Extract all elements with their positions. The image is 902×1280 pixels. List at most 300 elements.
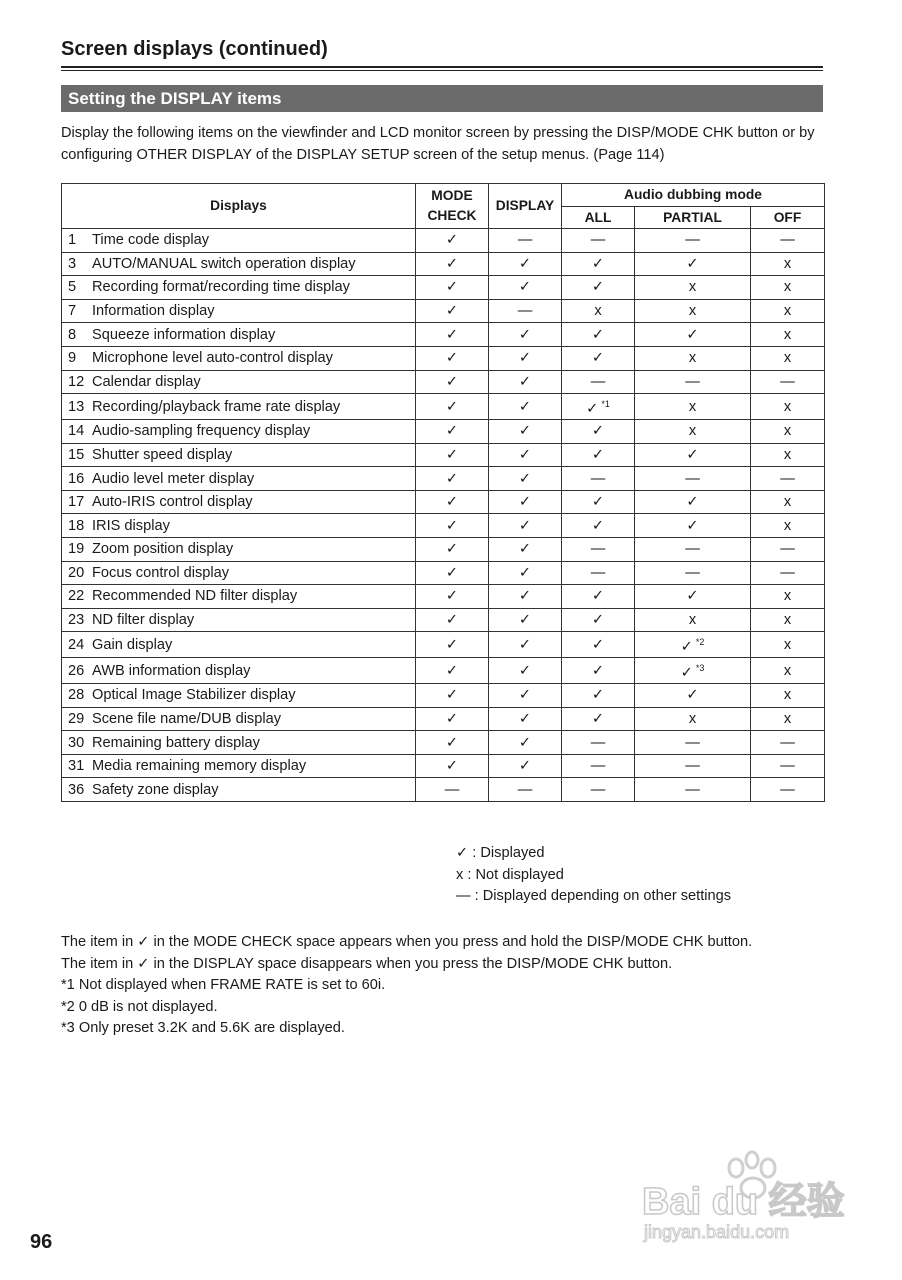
status-mark: ✓: [445, 588, 459, 605]
partial-cell: [635, 731, 751, 755]
legend-item: [456, 886, 731, 908]
status-mark: x: [688, 612, 697, 629]
partial-cell: [635, 229, 751, 253]
status-mark: ✓: [445, 303, 459, 320]
item-number: 19: [68, 541, 85, 558]
mode-check-cell: [416, 443, 489, 467]
status-mark: ✓: [591, 517, 605, 534]
item-number: 17: [68, 494, 85, 511]
partial-cell: [635, 608, 751, 632]
status-mark: ✓: [518, 279, 532, 296]
status-mark: x: [688, 350, 697, 367]
status-mark: ✓: [445, 687, 459, 704]
partial-cell: [635, 370, 751, 394]
item-label: Zoom position display: [92, 541, 234, 558]
display-item-name: [62, 323, 416, 347]
section-heading: Setting the DISPLAY items: [61, 85, 823, 112]
display-cell: [489, 443, 562, 467]
legend-symbol: ✓: [456, 845, 469, 861]
off-cell: [751, 346, 825, 370]
item-label: Audio-sampling frequency display: [92, 423, 311, 440]
status-mark: ✓: [518, 612, 532, 629]
display-cell: [489, 490, 562, 514]
table-row: [62, 684, 825, 708]
off-cell: [751, 323, 825, 347]
status-mark: —: [590, 373, 606, 390]
mode-check-cell: [416, 537, 489, 561]
table-row: [62, 537, 825, 561]
status-mark: ✓: [591, 326, 605, 343]
mode-check-cell: [416, 514, 489, 538]
all-cell: [562, 585, 635, 609]
status-mark: —: [517, 303, 533, 320]
item-number: 7: [68, 303, 77, 320]
legend-item: [456, 865, 731, 887]
status-mark: ✓: [518, 326, 532, 343]
item-label: Media remaining memory display: [92, 758, 307, 775]
item-number: 3: [68, 255, 77, 272]
status-mark: —: [444, 781, 460, 798]
item-label: Recommended ND filter display: [92, 588, 298, 605]
status-mark: ✓: [686, 446, 699, 463]
off-cell: [751, 754, 825, 778]
item-label: Focus control display: [92, 564, 230, 581]
status-mark: —: [685, 373, 700, 390]
status-mark: x: [783, 423, 792, 440]
item-label: Squeeze information display: [92, 326, 276, 343]
status-mark: ✓: [445, 662, 459, 679]
item-number: 12: [68, 373, 85, 390]
status-mark: —: [517, 781, 533, 798]
status-mark: ✓: [518, 350, 532, 367]
mode-check-cell: [416, 467, 489, 491]
status-mark: —: [685, 758, 700, 775]
partial-cell: [635, 490, 751, 514]
mode-check-cell: [416, 420, 489, 444]
legend-text: : Displayed: [468, 845, 545, 861]
note-line: The item in ✓ in the MODE CHECK space appears when you press and hold the DISP/MODE CHK button.: [61, 934, 753, 950]
status-mark: ✓: [518, 541, 532, 558]
partial-cell: [635, 632, 751, 658]
notes: [61, 932, 752, 1040]
table-body: [62, 229, 825, 802]
status-mark: ✓: [518, 517, 532, 534]
table-row: [62, 514, 825, 538]
display-item-name: [62, 420, 416, 444]
status-mark: x: [783, 446, 792, 463]
status-mark: ✓: [445, 423, 459, 440]
table-row: [62, 299, 825, 323]
display-item-name: [62, 608, 416, 632]
status-mark: —: [590, 781, 606, 798]
display-item-name: [62, 561, 416, 585]
header-audio-dubbing-mode: Audio dubbing mode: [562, 184, 825, 207]
item-number: 24: [68, 636, 85, 653]
item-number: 16: [68, 470, 85, 487]
note-line: The item in ✓ in the DISPLAY space disappears when you press the DISP/MODE CHK button.: [61, 955, 673, 972]
status-mark: ✓: [518, 710, 532, 727]
status-mark: ✓: [445, 232, 459, 249]
status-mark: ✓: [686, 588, 699, 605]
item-label: Safety zone display: [92, 781, 219, 798]
partial-cell: [635, 561, 751, 585]
status-mark: ✓: [591, 687, 605, 704]
all-cell: [562, 443, 635, 467]
all-cell: [562, 370, 635, 394]
status-mark: —: [517, 232, 533, 249]
item-number: 14: [68, 423, 85, 440]
all-cell: [562, 754, 635, 778]
table-row: [62, 276, 825, 300]
off-cell: [751, 276, 825, 300]
header-display: DISPLAY: [489, 184, 562, 229]
status-mark: —: [780, 781, 795, 798]
mode-check-cell: [416, 778, 489, 802]
off-cell: [751, 299, 825, 323]
off-cell: [751, 514, 825, 538]
status-mark: ✓: [591, 279, 605, 296]
status-mark: —: [590, 470, 606, 487]
display-cell: [489, 420, 562, 444]
off-cell: [751, 585, 825, 609]
status-mark: ✓: [591, 446, 605, 463]
status-mark: ✓: [518, 564, 532, 581]
all-cell: [562, 490, 635, 514]
table-row: [62, 707, 825, 731]
footnote-ref: *1: [601, 399, 610, 410]
item-number: 30: [68, 734, 85, 751]
all-cell: [562, 467, 635, 491]
mode-check-cell: [416, 632, 489, 658]
item-label: Recording/playback frame rate display: [92, 398, 341, 415]
status-mark: —: [780, 541, 795, 558]
status-mark: ✓: [518, 446, 532, 463]
status-mark: ✓: [518, 373, 532, 390]
status-mark: ✓: [686, 255, 699, 272]
all-cell: [562, 537, 635, 561]
display-cell: [489, 514, 562, 538]
note-line: *3 Only preset 3.2K and 5.6K are displayed.: [61, 1020, 345, 1036]
display-item-name: [62, 490, 416, 514]
table-row: [62, 778, 825, 802]
off-cell: [751, 467, 825, 491]
item-number: 18: [68, 517, 85, 534]
display-item-name: [62, 754, 416, 778]
all-cell: [562, 346, 635, 370]
status-mark: ✓: [445, 326, 459, 343]
off-cell: [751, 561, 825, 585]
off-cell: [751, 731, 825, 755]
mode-check-cell: [416, 585, 489, 609]
status-mark: x: [783, 612, 792, 629]
status-mark: x: [688, 423, 697, 440]
partial-cell: [635, 346, 751, 370]
table-row: [62, 443, 825, 467]
status-mark: —: [685, 541, 700, 558]
note-line: *1 Not displayed when FRAME RATE is set to 60i.: [61, 977, 386, 993]
status-mark: x: [783, 279, 792, 296]
item-label: Recording format/recording time display: [92, 279, 350, 296]
all-cell: [562, 707, 635, 731]
off-cell: [751, 684, 825, 708]
status-mark: —: [590, 232, 606, 249]
footnote-ref: *2: [695, 637, 705, 648]
item-number: 9: [68, 350, 77, 367]
note-line: *2 0 dB is not displayed.: [61, 998, 218, 1015]
display-cell: [489, 537, 562, 561]
legend: [456, 843, 731, 908]
status-mark: ✓: [518, 734, 532, 751]
status-mark: ✓: [445, 541, 459, 558]
off-cell: [751, 443, 825, 467]
mode-check-cell: [416, 346, 489, 370]
display-item-name: [62, 537, 416, 561]
table-row: [62, 561, 825, 585]
partial-cell: [635, 323, 751, 347]
status-mark: x: [783, 662, 792, 679]
off-cell: [751, 537, 825, 561]
partial-cell: [635, 754, 751, 778]
table-row: [62, 490, 825, 514]
display-item-name: [62, 707, 416, 731]
display-cell: [489, 370, 562, 394]
display-cell: [489, 252, 562, 276]
item-number: 13: [68, 398, 85, 415]
status-mark: ✓: [518, 255, 532, 272]
status-mark: ✓: [445, 446, 459, 463]
intro-paragraph: Display the following items on the viewfinder and LCD monitor screen by pressing the DISP/MODE CHK button or by configuring OTHER DISPLAY of the DISPLAY SETUP screen of the setup menus. (Page 114): [61, 125, 815, 163]
display-item-name: [62, 658, 416, 684]
item-label: Time code display: [92, 232, 210, 249]
table-row: [62, 754, 825, 778]
status-mark: —: [780, 470, 795, 487]
item-number: 22: [68, 588, 85, 605]
item-number: 29: [68, 710, 85, 727]
partial-cell: [635, 684, 751, 708]
display-cell: [489, 229, 562, 253]
off-cell: [751, 707, 825, 731]
all-cell: [562, 684, 635, 708]
mode-check-cell: [416, 707, 489, 731]
item-label: Auto-IRIS control display: [92, 494, 253, 511]
status-mark: ✓: [445, 279, 459, 296]
status-mark: —: [780, 232, 795, 249]
mode-check-cell: [416, 370, 489, 394]
partial-cell: [635, 252, 751, 276]
table-row: [62, 252, 825, 276]
status-mark: ✓: [445, 734, 459, 751]
display-cell: [489, 731, 562, 755]
status-mark: ✓: [686, 326, 699, 343]
status-mark: x: [783, 636, 792, 653]
partial-cell: [635, 276, 751, 300]
status-mark: x: [783, 687, 792, 704]
mode-check-cell: [416, 754, 489, 778]
status-mark: —: [685, 470, 700, 487]
all-cell: [562, 608, 635, 632]
legend-text: : Not displayed: [463, 866, 564, 883]
legend-text: : Displayed depending on other settings: [470, 888, 732, 904]
header-partial: PARTIAL: [635, 207, 751, 229]
status-mark: x: [783, 494, 792, 511]
status-mark: ✓: [445, 494, 459, 511]
table-row: [62, 394, 825, 420]
status-mark: ✓: [686, 494, 699, 511]
status-mark: —: [685, 564, 700, 581]
table-row: [62, 585, 825, 609]
partial-cell: [635, 658, 751, 684]
status-mark: ✓: [518, 636, 532, 653]
mode-check-cell: [416, 490, 489, 514]
status-mark: ✓: [591, 710, 605, 727]
title-divider: [61, 66, 823, 71]
status-mark: ✓: [518, 423, 532, 440]
display-cell: [489, 346, 562, 370]
display-item-name: [62, 467, 416, 491]
item-number: 36: [68, 781, 85, 798]
status-mark: —: [780, 758, 795, 775]
all-cell: [562, 276, 635, 300]
display-item-name: [62, 443, 416, 467]
status-mark: ✓: [518, 662, 532, 679]
status-mark: —: [685, 734, 700, 751]
off-cell: [751, 370, 825, 394]
table-row: [62, 420, 825, 444]
status-mark: ✓: [445, 255, 459, 272]
status-mark: —: [590, 758, 606, 775]
mode-check-cell: [416, 299, 489, 323]
status-mark: —: [590, 734, 606, 751]
status-mark: ✓: [518, 758, 532, 775]
status-mark: x: [783, 398, 792, 415]
watermark-logo-text: Bai du 经验: [642, 1181, 845, 1223]
status-mark: x: [594, 303, 602, 320]
display-cell: [489, 323, 562, 347]
status-mark: x: [688, 303, 697, 320]
display-item-name: [62, 276, 416, 300]
status-mark: x: [688, 710, 697, 727]
mode-check-cell: [416, 276, 489, 300]
status-mark: ✓: [591, 588, 605, 605]
status-mark: ✓: [591, 636, 605, 653]
all-cell: [562, 229, 635, 253]
off-cell: [751, 490, 825, 514]
partial-cell: [635, 420, 751, 444]
item-number: 8: [68, 326, 77, 343]
off-cell: [751, 229, 825, 253]
mode-check-cell: [416, 658, 489, 684]
display-cell: [489, 608, 562, 632]
all-cell: [562, 731, 635, 755]
table-row: [62, 323, 825, 347]
display-items-table: [61, 183, 825, 802]
status-mark: x: [783, 588, 792, 605]
item-label: Information display: [92, 303, 215, 320]
page-number: 96: [30, 1231, 53, 1253]
off-cell: [751, 252, 825, 276]
item-number: 20: [68, 564, 85, 581]
status-mark: ✓: [518, 398, 532, 415]
item-label: IRIS display: [92, 517, 170, 534]
display-cell: [489, 754, 562, 778]
status-mark: ✓: [591, 423, 605, 440]
status-mark: —: [685, 232, 700, 249]
off-cell: [751, 778, 825, 802]
item-label: AWB information display: [92, 662, 251, 679]
status-mark: ✓: [445, 564, 459, 581]
footnote-ref: *3: [695, 663, 705, 674]
status-mark: x: [783, 517, 792, 534]
item-number: 26: [68, 662, 85, 679]
status-mark: x: [783, 255, 792, 272]
item-label: Microphone level auto-control display: [92, 350, 333, 367]
all-cell: [562, 658, 635, 684]
display-cell: [489, 585, 562, 609]
status-mark: ✓: [445, 636, 459, 653]
status-mark: ✓: [591, 350, 605, 367]
all-cell: [562, 514, 635, 538]
display-item-name: [62, 252, 416, 276]
table-row: [62, 370, 825, 394]
display-cell: [489, 658, 562, 684]
table-row: [62, 608, 825, 632]
status-mark: x: [688, 398, 697, 415]
status-mark: ✓: [445, 373, 459, 390]
status-mark: x: [783, 326, 792, 343]
baidu-jingyan-watermark: [640, 1148, 850, 1248]
all-cell: [562, 778, 635, 802]
status-mark: ✓: [518, 687, 532, 704]
item-number: 15: [68, 446, 85, 463]
table-row: [62, 632, 825, 658]
item-label: Calendar display: [92, 373, 201, 390]
mode-check-cell: [416, 684, 489, 708]
status-mark: ✓: [591, 255, 605, 272]
display-item-name: [62, 585, 416, 609]
table-row: [62, 346, 825, 370]
all-cell: [562, 394, 635, 420]
mode-check-cell: [416, 394, 489, 420]
display-item-name: [62, 229, 416, 253]
legend-item: [456, 843, 731, 865]
status-mark: ✓: [680, 639, 693, 656]
display-item-name: [62, 778, 416, 802]
item-label: Shutter speed display: [92, 446, 233, 463]
off-cell: [751, 658, 825, 684]
mode-check-cell: [416, 229, 489, 253]
status-mark: ✓: [591, 612, 605, 629]
item-number: 23: [68, 612, 85, 629]
partial-cell: [635, 537, 751, 561]
status-mark: ✓: [445, 350, 459, 367]
status-mark: x: [783, 303, 792, 320]
all-cell: [562, 252, 635, 276]
display-item-name: [62, 731, 416, 755]
item-label: Audio level meter display: [92, 470, 255, 487]
display-item-name: [62, 684, 416, 708]
status-mark: —: [685, 781, 700, 798]
header-displays: Displays: [62, 184, 416, 229]
item-label: Optical Image Stabilizer display: [92, 687, 296, 704]
display-item-name: [62, 346, 416, 370]
status-mark: —: [780, 564, 795, 581]
off-cell: [751, 420, 825, 444]
status-mark: —: [780, 373, 795, 390]
all-cell: [562, 632, 635, 658]
item-label: ND filter display: [92, 612, 195, 629]
header-all: ALL: [562, 207, 635, 229]
display-cell: [489, 276, 562, 300]
